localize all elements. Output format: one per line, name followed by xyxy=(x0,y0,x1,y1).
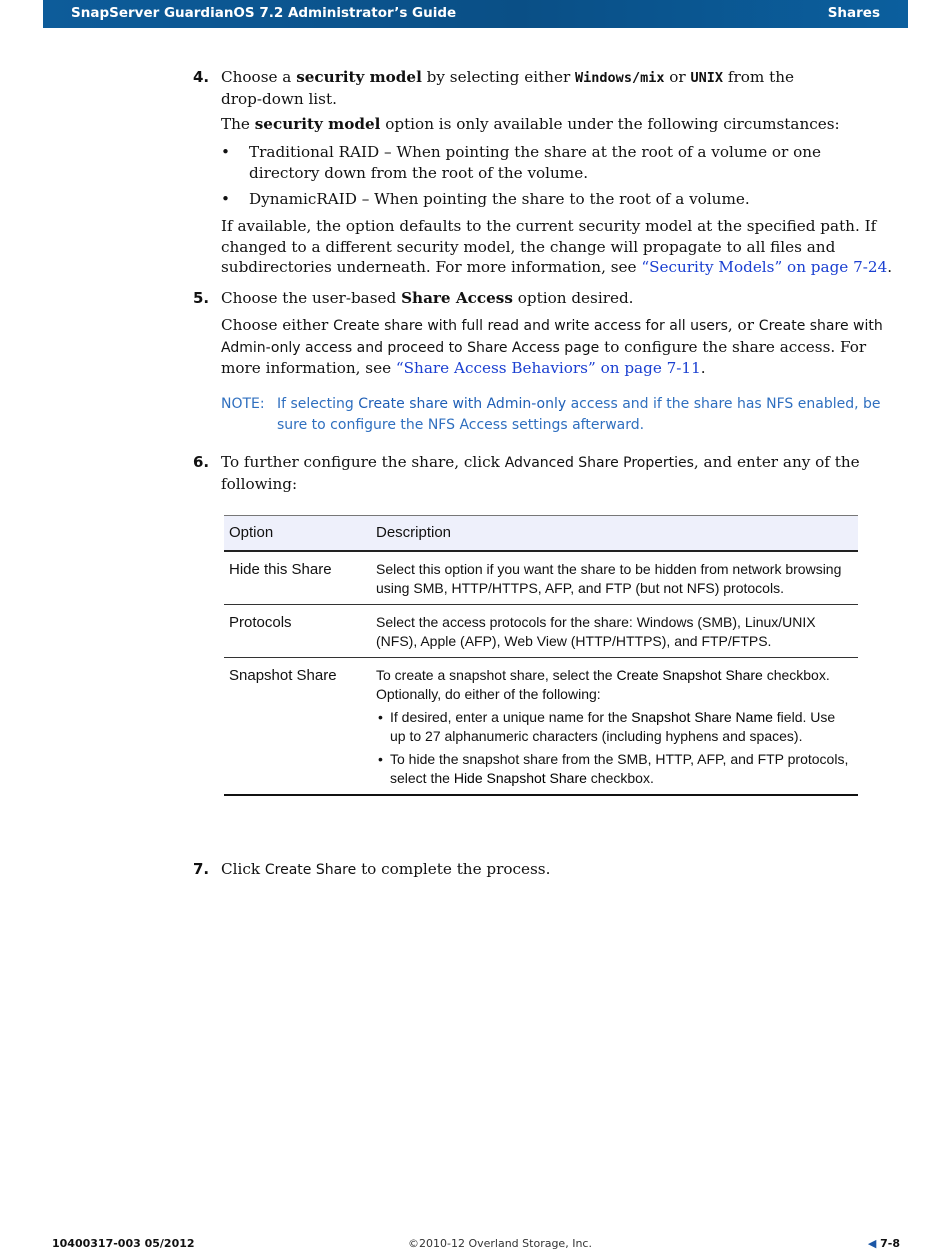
advanced-properties-table xyxy=(224,515,858,796)
step-5-intro: Choose the user-based Share Access option desired. xyxy=(221,289,634,307)
option-cell: Snapshot Share xyxy=(224,658,371,796)
table-row xyxy=(224,605,858,658)
table-header-row xyxy=(224,516,858,552)
table-row xyxy=(224,551,858,605)
security-model-availability: The security model option is only available under the following circumstances: xyxy=(221,115,840,133)
description-cell: Select this option if you want the share to be hidden from network browsing using SMB, HTTP/HTTPS, AFP, and FTP (but not NFS) protocols. xyxy=(371,551,858,605)
step-4-intro: Choose a security model by selecting either Windows/mix or UNIX from the drop-down list. xyxy=(221,68,794,108)
back-arrow-icon[interactable]: ◀ xyxy=(867,1237,877,1250)
note-text: If selecting Create share with Admin-only access and if the share has NFS enabled, be sure to configure the NFS Access settings afterward. xyxy=(277,396,881,433)
bullet-icon: • xyxy=(221,143,230,161)
list-item: • If desired, enter a unique name for the Snapshot Share Name field. Use up to 27 alphanumeric characters (including hyphens and spaces). xyxy=(378,709,836,744)
security-model-default-text: If available, the option defaults to the current security model at the specified path. If changed to a different security model, the change will propagate to all files and subdirectories underneath. For more information, see “Security Models” on page 7-24. xyxy=(221,217,893,276)
step-7-text: Click Create Share to complete the process. xyxy=(221,860,551,878)
list-item: • To hide the snapshot share from the SMB, HTTP, AFP, and FTP protocols, select the Hide Snapshot Share checkbox. xyxy=(378,751,849,786)
column-header-description: Description xyxy=(371,516,858,552)
section-title: Shares xyxy=(827,5,880,21)
page-header xyxy=(43,0,908,28)
bullet-icon: • xyxy=(378,751,383,767)
share-access-behaviors-link[interactable]: “Share Access Behaviors” on page 7-11 xyxy=(395,359,701,377)
step-number: 6. xyxy=(193,453,210,471)
step-number: 7. xyxy=(193,860,210,878)
step-number: 4. xyxy=(193,68,210,86)
description-cell: To create a snapshot share, select the Create Snapshot Share checkbox. Optionally, do either of the following: • If desired, enter a unique name for the Snapshot Share Name field. Use up to 27 alphanumeric characters (including hyphens and spaces). • To hide the snapshot share from the SMB, HTTP, AFP, and FTP protocols, select the Hide Snapshot Share checkbox. xyxy=(371,658,858,796)
document-id: 10400317-003 05/2012 xyxy=(52,1237,195,1250)
security-models-link[interactable]: “Security Models” on page 7-24 xyxy=(641,258,888,276)
description-cell: Select the access protocols for the share: Windows (SMB), Linux/UNIX (NFS), Apple (AFP), Web View (HTTP/HTTPS), and FTP/FTPS. xyxy=(371,605,858,658)
option-cell: Hide this Share xyxy=(224,551,371,605)
share-access-options-text: Choose either Create share with full read and write access for all users, or Create share with Admin-only access and proceed to Share Access page to configure the share access. For more information, see “Share Access Behaviors” on page 7-11. xyxy=(221,316,883,377)
step-number: 5. xyxy=(193,289,210,307)
table-row xyxy=(224,658,858,796)
option-cell: Protocols xyxy=(224,605,371,658)
note-label: NOTE: xyxy=(221,396,265,412)
copyright: ©2010-12 Overland Storage, Inc. xyxy=(408,1237,592,1250)
step-6-intro: To further configure the share, click Advanced Share Properties, and enter any of the following: xyxy=(221,453,860,493)
guide-title: SnapServer GuardianOS 7.2 Administrator’s Guide xyxy=(71,5,457,21)
page-footer xyxy=(0,1237,950,1255)
page-number: ◀ 7-8 xyxy=(867,1237,900,1250)
bullet-icon: • xyxy=(221,190,230,208)
bullet-icon: • xyxy=(378,709,383,725)
column-header-option: Option xyxy=(224,516,371,552)
